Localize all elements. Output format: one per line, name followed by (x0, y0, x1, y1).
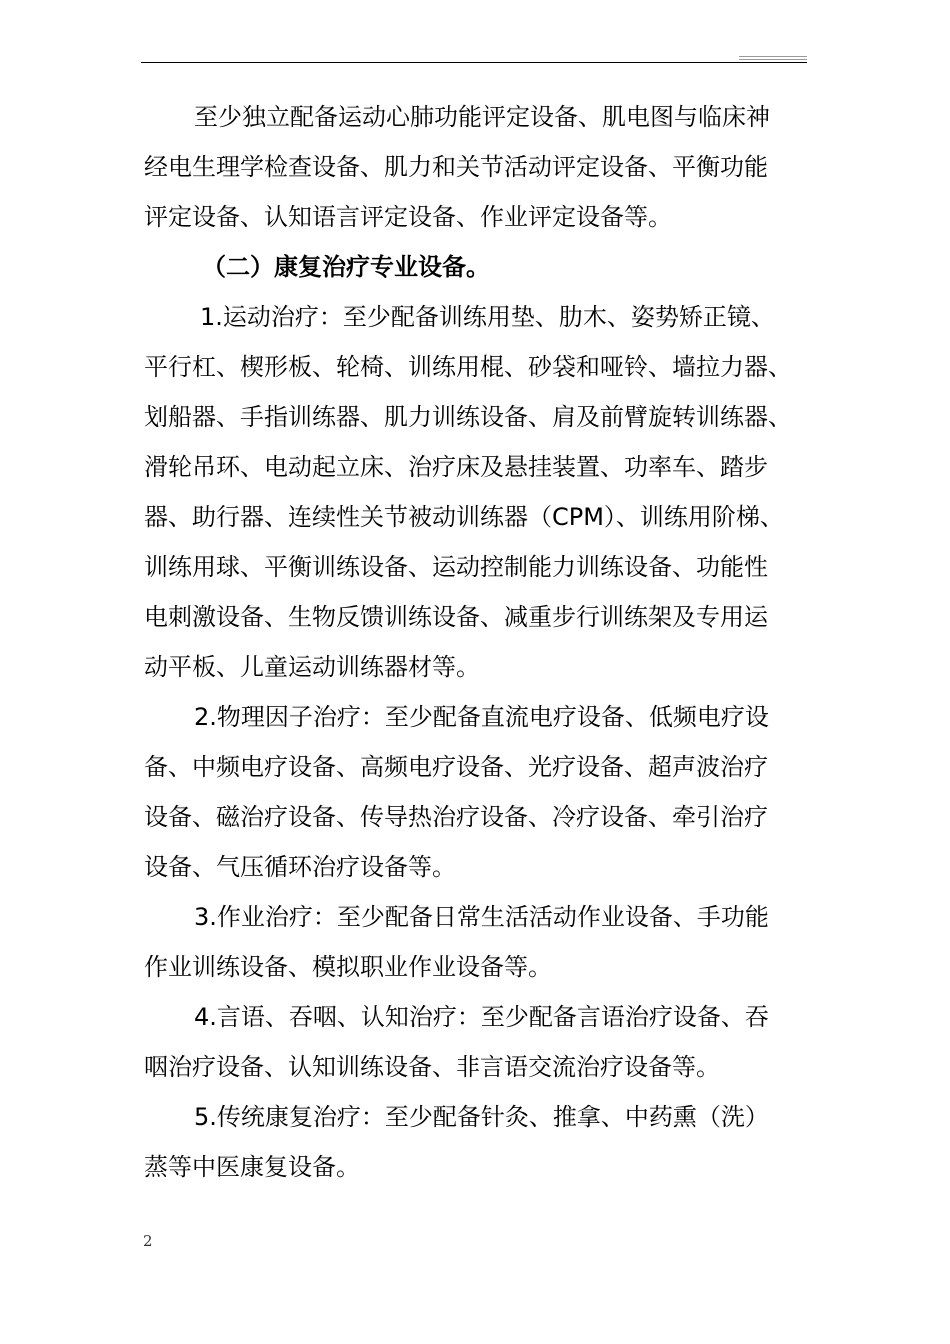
paragraph-line: 5.传统康复治疗：至少配备针灸、推拿、中药熏（洗） (194, 1103, 769, 1131)
page-number: 2 (143, 1232, 153, 1250)
paragraph-line: 电刺激设备、生物反馈训练设备、减重步行训练架及专用运 (144, 603, 768, 631)
paragraph-line: 滑轮吊环、电动起立床、治疗床及悬挂装置、功率车、踏步 (144, 453, 768, 481)
paragraph-line: 动平板、儿童运动训练器材等。 (144, 653, 480, 681)
section-heading: （二）康复治疗专业设备。 (202, 253, 490, 281)
paragraph-line: 平行杠、楔形板、轮椅、训练用棍、砂袋和哑铃、墙拉力器、 (144, 353, 792, 381)
paragraph-line: 设备、气压循环治疗设备等。 (144, 853, 456, 881)
paragraph-line: 蒸等中医康复设备。 (144, 1153, 360, 1181)
paragraph-line: 器、助行器、连续性关节被动训练器（CPM）、训练用阶梯、 (144, 503, 784, 531)
paragraph-line: 设备、磁治疗设备、传导热治疗设备、冷疗设备、牵引治疗 (144, 803, 768, 831)
paragraph-line: 经电生理学检查设备、肌力和关节活动评定设备、平衡功能 (144, 153, 768, 181)
header-rule (141, 62, 807, 63)
header-mark-line (739, 59, 807, 60)
paragraph-line: 训练用球、平衡训练设备、运动控制能力训练设备、功能性 (144, 553, 768, 581)
header-mark-line (739, 56, 807, 57)
document-body (144, 92, 824, 1192)
paragraph-line: 3.作业治疗：至少配备日常生活活动作业设备、手功能 (194, 903, 769, 931)
paragraph-line: 咽治疗设备、认知训练设备、非言语交流治疗设备等。 (144, 1053, 720, 1081)
paragraph-line: 备、中频电疗设备、高频电疗设备、光疗设备、超声波治疗 (144, 753, 768, 781)
paragraph-line: 2.物理因子治疗：至少配备直流电疗设备、低频电疗设 (194, 703, 769, 731)
paragraph-line: 至少独立配备运动心肺功能评定设备、肌电图与临床神 (194, 103, 770, 131)
paragraph-line: 作业训练设备、模拟职业作业设备等。 (144, 953, 552, 981)
paragraph-line: 划船器、手指训练器、肌力训练设备、肩及前臂旋转训练器、 (144, 403, 792, 431)
paragraph-line: 1.运动治疗：至少配备训练用垫、肋木、姿势矫正镜、 (200, 303, 775, 331)
paragraph-line: 4.言语、吞咽、认知治疗：至少配备言语治疗设备、吞 (194, 1003, 769, 1031)
paragraph-line: 评定设备、认知语言评定设备、作业评定设备等。 (144, 203, 672, 231)
